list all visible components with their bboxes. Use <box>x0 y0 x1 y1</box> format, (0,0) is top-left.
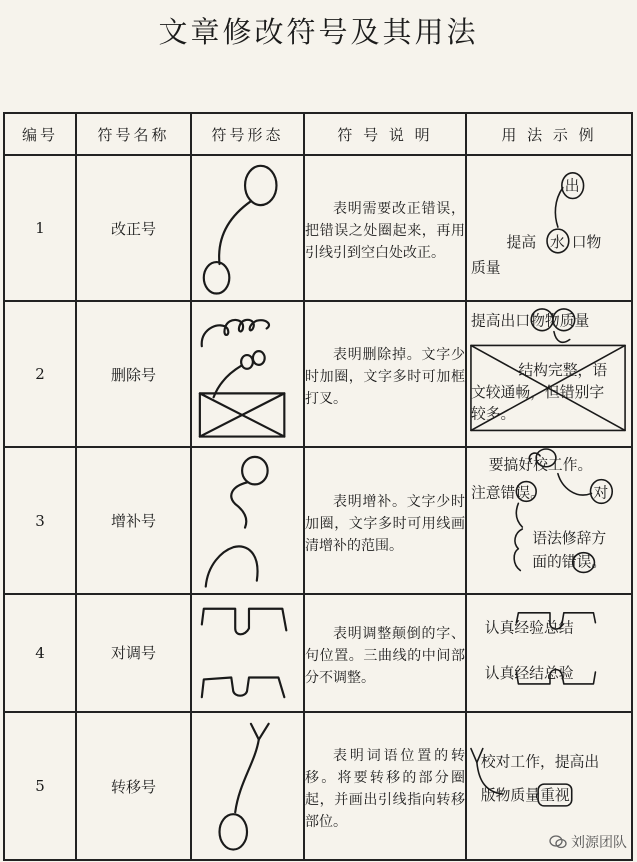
header-example: 用 法 示 例 <box>466 113 632 155</box>
example-line2: 注意错误。 <box>470 484 545 502</box>
example-line1: 认真经验总结 <box>484 619 574 637</box>
row-number: 5 <box>4 712 76 860</box>
example-line1: 校对工作，提高出 <box>480 753 600 771</box>
example-brace-line1: 语法修辞方 <box>532 530 607 548</box>
symbol-description: 表明调整颠倒的字、句位置。三曲线的中间部分不调整。 <box>305 625 465 686</box>
example-line1-a: 提高 <box>506 233 537 251</box>
symbol-description: 表明需要改正错误，把错误之处圈起来，再用引线引到空白处改正。 <box>305 201 465 262</box>
symbol-description: 表明删除掉。文字少时加圈，文字多时可加框打叉。 <box>305 347 465 408</box>
delete-example <box>466 301 632 447</box>
table-row <box>4 301 632 447</box>
example-box-line2: 文较通畅，但错别字 <box>470 384 605 402</box>
symbol-name: 增补号 <box>76 447 191 593</box>
symbol-name: 删除号 <box>76 301 191 447</box>
table-row <box>4 712 632 860</box>
symbol-table <box>3 112 633 861</box>
header-number: 编号 <box>4 113 76 155</box>
symbol-name: 改正号 <box>76 155 191 301</box>
example-insert-char: 对 <box>593 484 609 502</box>
page-title: 文章修改符号及其用法 <box>158 15 479 49</box>
symbol-name: 对调号 <box>76 594 191 713</box>
example-circled-text: 水 <box>549 233 565 251</box>
example-line2-a: 版物质量 <box>480 787 541 805</box>
table-row <box>4 447 632 593</box>
insert-symbol-shape <box>191 447 304 593</box>
swap-symbol-shape <box>191 594 304 713</box>
example-line2: 认真经结总验 <box>484 664 574 682</box>
row-number: 3 <box>4 447 76 593</box>
header-row <box>4 113 632 155</box>
header-description: 符 号 说 明 <box>304 113 466 155</box>
example-line1-b: 口物 <box>571 233 602 251</box>
example-line2: 质量 <box>470 259 501 277</box>
move-symbol-shape <box>191 712 304 860</box>
swap-example <box>466 594 632 713</box>
insert-example <box>466 447 632 593</box>
example-correction-text: 出 <box>564 177 580 195</box>
watermark <box>549 832 627 852</box>
correction-example <box>466 155 632 301</box>
row-number: 1 <box>4 155 76 301</box>
example-line1: 要搞好校工作。 <box>488 457 593 475</box>
example-box-line3: 较多。 <box>470 405 516 423</box>
example-line1: 提高出口物物质量 <box>470 312 590 330</box>
table-row <box>4 155 632 301</box>
wechat-icon <box>549 835 567 849</box>
header-name: 符号名称 <box>76 113 191 155</box>
symbol-name: 转移号 <box>76 712 191 860</box>
header-shape: 符号形态 <box>191 113 304 155</box>
example-box-line1: 结构完整，语 <box>518 362 608 380</box>
example-line2-b: 重视 <box>540 787 570 805</box>
watermark-text: 刘源团队 <box>571 835 627 851</box>
correction-symbol-shape <box>191 155 304 301</box>
symbol-description: 表明词语位置的转移。将要转移的部分圈起，并画出引线指向转移部位。 <box>305 748 465 831</box>
row-number: 4 <box>4 594 76 713</box>
example-brace-line2: 面的错误。 <box>532 554 607 572</box>
delete-symbol-shape <box>191 301 304 447</box>
symbol-description: 表明增补。文字少时加圈，文字多时可用线画清增补的范围。 <box>305 493 465 554</box>
row-number: 2 <box>4 301 76 447</box>
table-row <box>4 594 632 713</box>
